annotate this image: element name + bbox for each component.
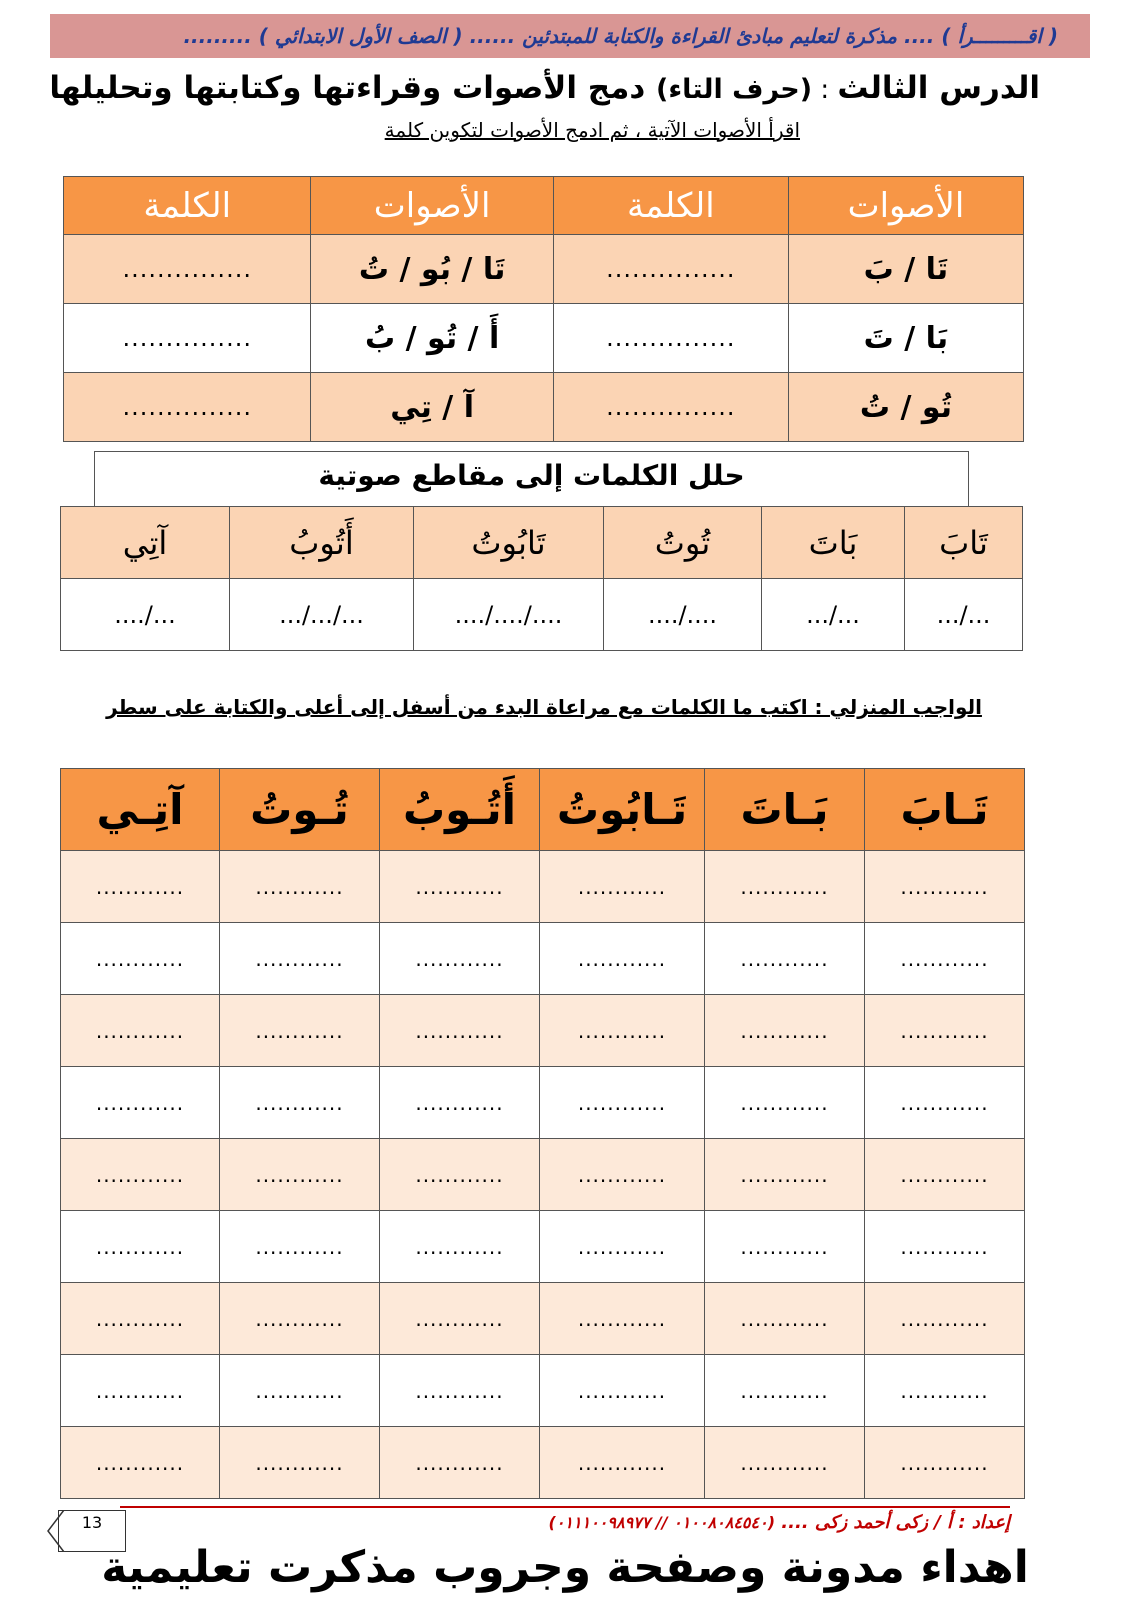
analyze-word: أَتُوبُ: [230, 507, 414, 579]
analyze-title: حلل الكلمات إلى مقاطع صوتية: [94, 451, 969, 506]
writing-blank[interactable]: ............: [865, 1067, 1025, 1139]
writing-blank[interactable]: ............: [540, 1067, 705, 1139]
table-row: [61, 1283, 1025, 1355]
sounds-cell: أَ / تُو / بُ: [311, 304, 553, 373]
homework-word: تُـوتُ: [220, 769, 380, 851]
analyze-table: [60, 506, 1023, 651]
homework-rows: [61, 851, 1025, 1499]
instruction-text: اقرأ الأصوات الآتية ، ثم ادمج الأصوات لتكوين كلمة: [384, 118, 800, 142]
author-phones: (٠١٠٠٨٠٨٤٥٤٠ // ٠١١١٠٠٩٨٩٧٧): [548, 1513, 776, 1532]
writing-blank[interactable]: ............: [61, 1139, 220, 1211]
table-row: [61, 923, 1025, 995]
writing-blank[interactable]: ............: [61, 923, 220, 995]
writing-blank[interactable]: ............: [380, 1427, 540, 1499]
writing-blank[interactable]: ............: [380, 1355, 540, 1427]
sounds-cell: تَا / بُو / تُ: [311, 235, 553, 304]
sounds-cell: آ / تِي: [311, 373, 553, 442]
writing-blank[interactable]: ............: [865, 1139, 1025, 1211]
header-sounds: الأصوات: [311, 177, 553, 235]
writing-blank[interactable]: ............: [61, 1211, 220, 1283]
header-word: الكلمة: [553, 177, 788, 235]
word-blank[interactable]: ...............: [553, 373, 788, 442]
syllable-blank[interactable]: .../...: [762, 579, 905, 651]
homework-word: آتِـي: [61, 769, 220, 851]
writing-blank[interactable]: ............: [220, 851, 380, 923]
writing-blank[interactable]: ............: [380, 1067, 540, 1139]
writing-blank[interactable]: ............: [220, 995, 380, 1067]
writing-blank[interactable]: ............: [380, 995, 540, 1067]
analyze-word: تَابَ: [905, 507, 1023, 579]
analyze-word: بَاتَ: [762, 507, 905, 579]
writing-blank[interactable]: ............: [705, 1355, 865, 1427]
writing-blank[interactable]: ............: [61, 1427, 220, 1499]
table-row: [61, 1067, 1025, 1139]
word-blank[interactable]: ...............: [64, 373, 311, 442]
writing-blank[interactable]: ............: [705, 1139, 865, 1211]
analyze-word: آتِي: [61, 507, 230, 579]
writing-blank[interactable]: ............: [865, 995, 1025, 1067]
sounds-cell: تُو / تُ: [788, 373, 1023, 442]
table-row: [61, 1355, 1025, 1427]
page-number: 13: [58, 1510, 126, 1552]
blend-header-row: [64, 177, 1024, 235]
table-row: [61, 1427, 1025, 1499]
header-word: الكلمة: [64, 177, 311, 235]
header-banner: ( اقـــــــــرأ ) .... مذكرة لتعليم مبادئ القراءة والكتابة للمبتدئين ...... ( الصف الأول الابتدائي ) .........: [50, 14, 1090, 58]
homework-word: تَـابَ: [865, 769, 1025, 851]
writing-blank[interactable]: ............: [540, 1355, 705, 1427]
analyze-word: تُوتُ: [604, 507, 762, 579]
writing-blank[interactable]: ............: [61, 1067, 220, 1139]
writing-blank[interactable]: ............: [220, 1355, 380, 1427]
writing-blank[interactable]: ............: [61, 995, 220, 1067]
writing-blank[interactable]: ............: [380, 1211, 540, 1283]
writing-blank[interactable]: ............: [380, 1139, 540, 1211]
word-blank[interactable]: ...............: [64, 304, 311, 373]
writing-blank[interactable]: ............: [705, 1211, 865, 1283]
writing-blank[interactable]: ............: [220, 1283, 380, 1355]
writing-blank[interactable]: ............: [220, 1427, 380, 1499]
lesson-colon: :: [812, 75, 838, 105]
lesson-topic: دمج الأصوات وقراءتها وكتابتها وتحليلها: [49, 70, 657, 106]
writing-blank[interactable]: ............: [61, 1355, 220, 1427]
writing-blank[interactable]: ............: [220, 923, 380, 995]
homework-table: [60, 768, 1025, 1499]
table-row: [61, 1139, 1025, 1211]
writing-blank[interactable]: ............: [540, 923, 705, 995]
footer-divider: [120, 1506, 1010, 1508]
writing-blank[interactable]: ............: [865, 1355, 1025, 1427]
homework-word: تَـابُوتُ: [540, 769, 705, 851]
author-credit: [490, 1512, 1010, 1533]
writing-blank[interactable]: ............: [705, 851, 865, 923]
table-row: [64, 304, 1024, 373]
syllable-blank[interactable]: .../.../...: [230, 579, 414, 651]
writing-blank[interactable]: ............: [61, 851, 220, 923]
header-sounds: الأصوات: [788, 177, 1023, 235]
syllable-blank[interactable]: ..../..../....: [414, 579, 604, 651]
syllable-blank[interactable]: ..../....: [604, 579, 762, 651]
writing-blank[interactable]: ............: [705, 1427, 865, 1499]
table-row: [64, 373, 1024, 442]
writing-blank[interactable]: ............: [705, 1283, 865, 1355]
sounds-cell: بَا / تَ: [788, 304, 1023, 373]
word-blank[interactable]: ...............: [64, 235, 311, 304]
homework-words-row: [61, 769, 1025, 851]
syllable-blank[interactable]: .../....: [61, 579, 230, 651]
table-row: [61, 995, 1025, 1067]
writing-blank[interactable]: ............: [380, 851, 540, 923]
analyze-blanks-row: [61, 579, 1023, 651]
lesson-letter: (حرف التاء): [656, 74, 813, 105]
writing-blank[interactable]: ............: [380, 923, 540, 995]
writing-blank[interactable]: ............: [540, 1427, 705, 1499]
homework-instruction: الواجب المنزلي : اكتب ما الكلمات مع مراعاة البدء من أسفل إلى أعلى والكتابة على سطر: [106, 695, 982, 719]
writing-blank[interactable]: ............: [540, 851, 705, 923]
writing-blank[interactable]: ............: [220, 1139, 380, 1211]
lesson-number: الدرس الثالث: [837, 70, 1040, 106]
homework-word: بَـاتَ: [705, 769, 865, 851]
table-row: [61, 851, 1025, 923]
blend-table: [63, 176, 1024, 442]
writing-blank[interactable]: ............: [220, 1067, 380, 1139]
writing-blank[interactable]: ............: [865, 851, 1025, 923]
writing-blank[interactable]: ............: [705, 1067, 865, 1139]
writing-blank[interactable]: ............: [380, 1283, 540, 1355]
table-row: [61, 1211, 1025, 1283]
table-row: [64, 235, 1024, 304]
watermark-text: اهداء مدونة وصفحة وجروب مذكرت تعليمية: [101, 1542, 1029, 1593]
author-name: إعداد : أ / زكى أحمد زكى ....: [775, 1512, 1010, 1533]
sounds-cell: تَا / بَ: [788, 235, 1023, 304]
syllable-blank[interactable]: .../...: [905, 579, 1023, 651]
writing-blank[interactable]: ............: [540, 995, 705, 1067]
writing-blank[interactable]: ............: [865, 1283, 1025, 1355]
analyze-words-row: [61, 507, 1023, 579]
word-blank[interactable]: ...............: [553, 235, 788, 304]
lesson-title: [49, 70, 1040, 106]
analyze-word: تَابُوتُ: [414, 507, 604, 579]
writing-blank[interactable]: ............: [540, 1139, 705, 1211]
writing-blank[interactable]: ............: [705, 995, 865, 1067]
writing-blank[interactable]: ............: [865, 923, 1025, 995]
writing-blank[interactable]: ............: [220, 1211, 380, 1283]
word-blank[interactable]: ...............: [553, 304, 788, 373]
writing-blank[interactable]: ............: [540, 1211, 705, 1283]
writing-blank[interactable]: ............: [705, 923, 865, 995]
writing-blank[interactable]: ............: [865, 1427, 1025, 1499]
writing-blank[interactable]: ............: [61, 1283, 220, 1355]
homework-word: أَتُـوبُ: [380, 769, 540, 851]
writing-blank[interactable]: ............: [865, 1211, 1025, 1283]
writing-blank[interactable]: ............: [540, 1283, 705, 1355]
